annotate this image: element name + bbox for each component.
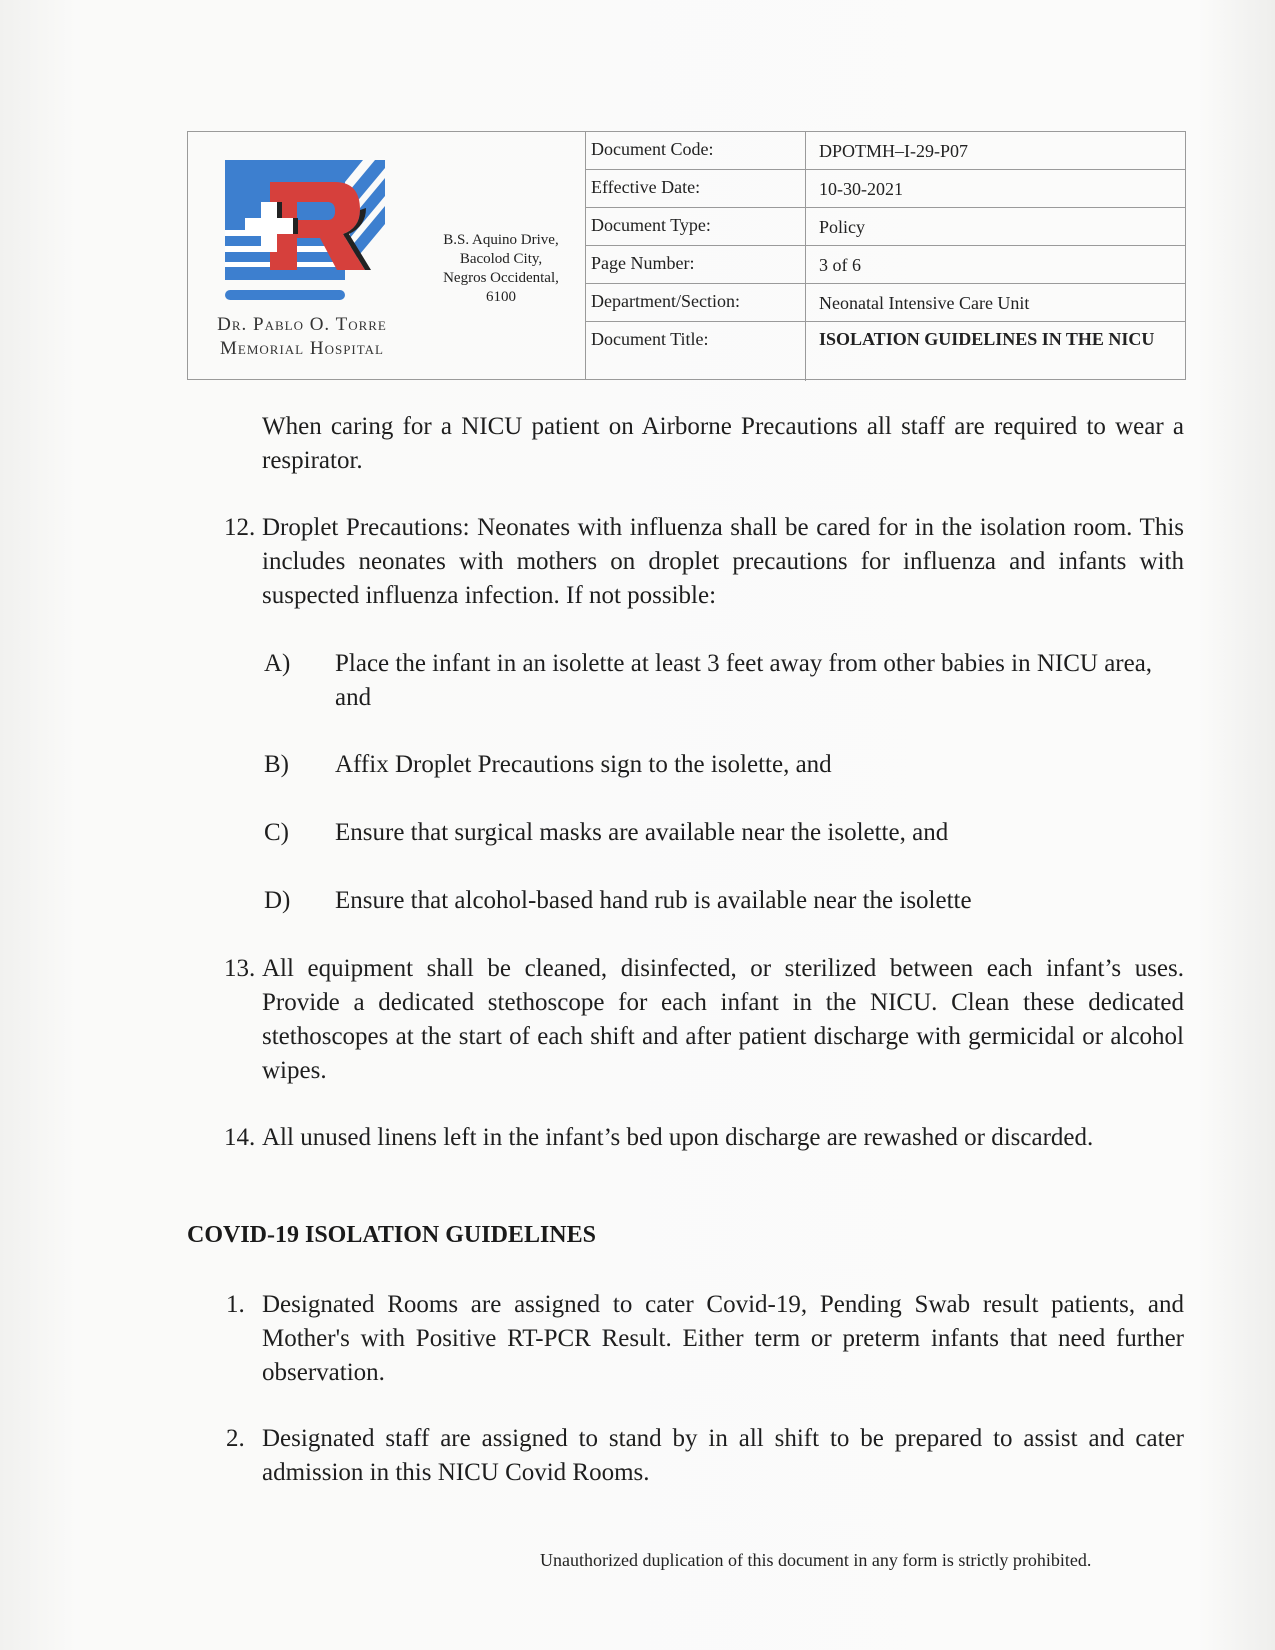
sub-item-label: A)	[264, 650, 291, 677]
info-value: Neonatal Intensive Care Unit	[819, 293, 1030, 313]
section-heading: COVID-19 ISOLATION GUIDELINES	[187, 1222, 596, 1248]
info-row-page-number	[585, 246, 1185, 284]
footer-notice: Unauthorized duplication of this document in any form is strictly prohibited.	[540, 1550, 1092, 1570]
info-label: Document Code:	[585, 132, 806, 169]
list-number: 12.	[224, 514, 256, 541]
hospital-name-line1: Dr. Pablo O. Torre	[217, 314, 387, 335]
list-item-text: Designated Rooms are assigned to cater Covid-19, Pending Swab result patients, and Mother's with Positive RT-PCR Result. Either term or preterm infants that need further observation.	[262, 1291, 1184, 1386]
info-row-document-code	[585, 132, 1185, 170]
list-item-text: Droplet Precautions: Neonates with influenza shall be cared for in the isolation room. This includes neonates with mothers on droplet precautions for influenza and infants with suspected influenza infection. If not possible:	[262, 514, 1184, 609]
info-row-document-type	[585, 208, 1185, 246]
list-number: 2.	[226, 1425, 245, 1452]
info-label: Effective Date:	[585, 170, 806, 207]
list-number: 1.	[226, 1291, 245, 1318]
sub-item-text: Ensure that alcohol-based hand rub is available near the isolette	[335, 887, 972, 914]
sub-item-text: Ensure that surgical masks are available near the isolette, and	[335, 819, 949, 846]
list-item-text: Designated staff are assigned to stand by in all shift to be prepared to assist and cater admission in this NICU Covid Rooms.	[262, 1425, 1184, 1486]
list-item-text: All equipment shall be cleaned, disinfected, or sterilized between each infant’s uses. Provide a dedicated stethoscope for each infant in the NICU. Clean these dedicated stethoscopes at the start of each shift and after patient discharge with germicidal or alcohol wipes.	[262, 955, 1184, 1084]
hospital-address	[416, 231, 586, 307]
address-line: Bacolod City,	[459, 251, 543, 267]
document-info-rows	[585, 132, 1185, 381]
info-value: ISOLATION GUIDELINES IN THE NICU	[819, 329, 1155, 349]
list-item-text: All unused linens left in the infant’s bed upon discharge are rewashed or discarded.	[262, 1124, 1094, 1151]
address-line: B.S. Aquino Drive,	[443, 232, 559, 248]
address-line: 6100	[486, 289, 516, 305]
info-label: Department/Section:	[585, 284, 806, 321]
list-number: 13.	[224, 955, 256, 982]
info-row-department	[585, 284, 1185, 322]
sub-item-text: Place the infant in an isolette at least 3 feet away from other babies in NICU area, and	[335, 650, 1153, 711]
hospital-name-line2: Memorial Hospital	[220, 338, 384, 359]
hospital-identity-cell	[188, 132, 586, 379]
info-value: DPOTMH–I-29-P07	[819, 141, 969, 161]
sub-item-text: Affix Droplet Precautions sign to the isolette, and	[335, 751, 832, 778]
info-label: Document Type:	[585, 208, 806, 245]
info-value: Policy	[819, 217, 866, 237]
hospital-name	[188, 313, 416, 361]
intro-paragraph: When caring for a NICU patient on Airborne Precautions all staff are required to wear a respirator.	[262, 413, 1184, 474]
info-value: 10-30-2021	[819, 179, 903, 199]
hospital-logo-icon	[225, 160, 385, 310]
sub-item-label: C)	[264, 819, 289, 846]
list-number: 14.	[224, 1124, 256, 1151]
document-header-table	[187, 131, 1186, 380]
info-label: Document Title:	[585, 322, 806, 381]
info-label: Page Number:	[585, 246, 806, 283]
sub-item-label: D)	[264, 887, 291, 914]
info-row-effective-date	[585, 170, 1185, 208]
address-line: Negros Occidental,	[443, 270, 559, 286]
info-value: 3 of 6	[819, 255, 861, 275]
info-row-document-title	[585, 322, 1185, 381]
sub-item-label: B)	[264, 751, 289, 778]
